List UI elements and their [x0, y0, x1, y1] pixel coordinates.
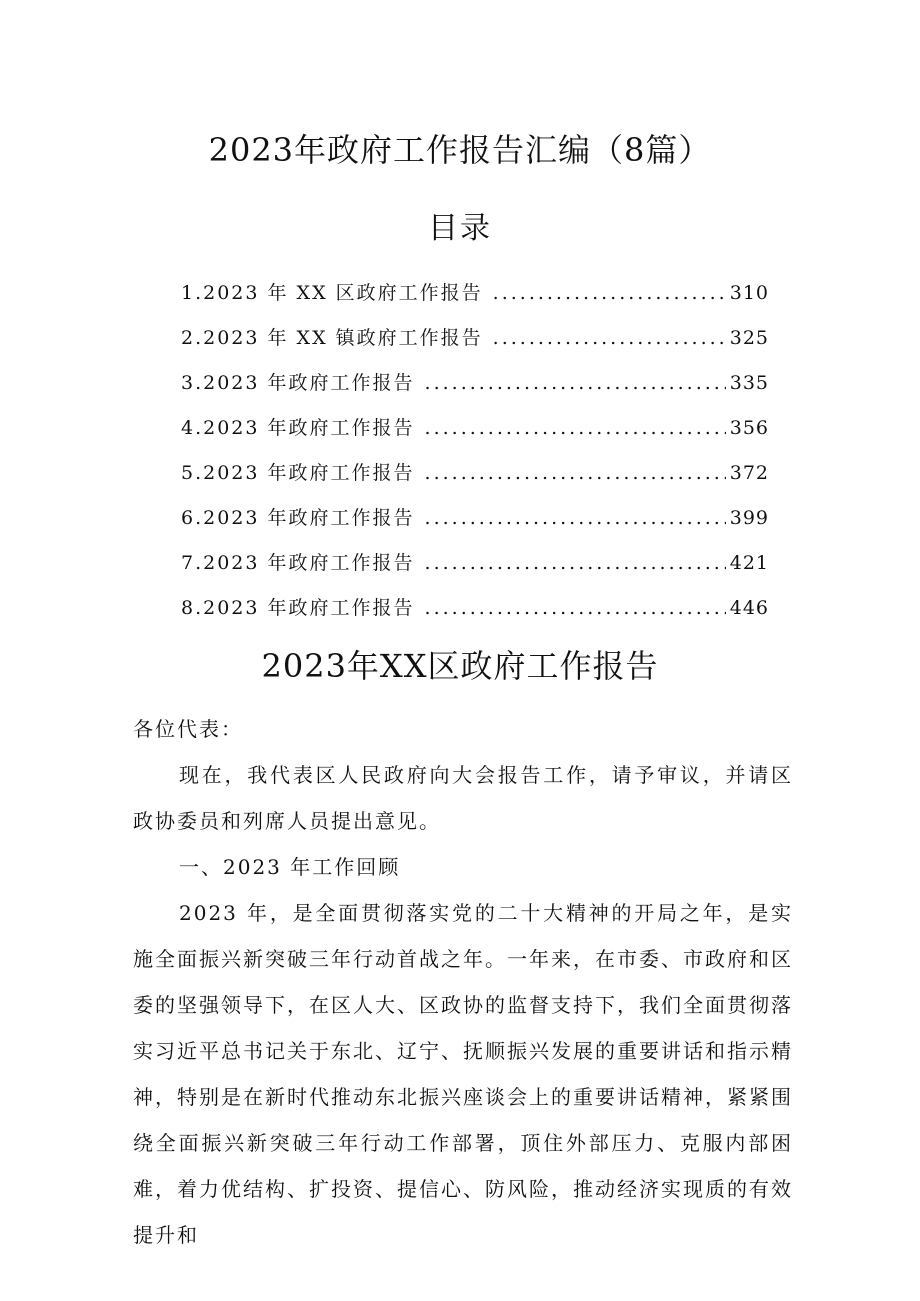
body-paragraph: 现在，我代表区人民政府向大会报告工作，请予审议，并请区政协委员和列席人员提出意见。: [133, 763, 793, 833]
salutation: 各位代表：: [133, 717, 243, 741]
table-of-contents: [181, 278, 769, 638]
toc-page-number: 325: [729, 327, 769, 349]
report-body: [133, 706, 793, 1258]
toc-entry-label: 7.2023 年政府工作报告: [181, 552, 415, 574]
toc-page-number: 446: [729, 597, 769, 619]
toc-entry[interactable]: [181, 368, 769, 413]
toc-entry-label: 1.2023 年 XX 区政府工作报告: [181, 282, 483, 304]
toc-page-number: 421: [729, 552, 769, 574]
toc-leader-dots: [493, 323, 726, 353]
toc-leader-dots: [425, 413, 726, 443]
document-title: 2023年政府工作报告汇编（8篇）: [208, 131, 712, 169]
toc-entry[interactable]: [181, 593, 769, 638]
toc-leader-dots: [425, 503, 726, 533]
toc-entry[interactable]: [181, 548, 769, 593]
section-heading: 一、2023 年工作回顾: [179, 855, 401, 879]
toc-entry-label: 5.2023 年政府工作报告: [181, 462, 415, 484]
toc-entry-label: 3.2023 年政府工作报告: [181, 372, 415, 394]
body-paragraph: 2023 年，是全面贯彻落实党的二十大精神的开局之年，是实施全面振兴新突破三年行动首战之年。一年来，在市委、市政府和区委的坚强领导下，在区人大、区政协的监督支持下，我们全面贯彻落实习近平总书记关于东北、辽宁、抚顺振兴发展的重要讲话和指示精神，特别是在新时代推动东北振兴座谈会上的重要讲话精神，紧紧围绕全面振兴新突破三年行动工作部署，顶住外部压力、克服内部困难，着力优结构、扩投资、提信心、防风险，推动经济实现质的有效提升和: [133, 901, 793, 1247]
toc-page-number: 356: [729, 417, 769, 439]
toc-entry[interactable]: [181, 278, 769, 323]
toc-leader-dots: [425, 548, 726, 578]
toc-leader-dots: [493, 278, 726, 308]
toc-page-number: 310: [729, 282, 769, 304]
toc-entry-label: 8.2023 年政府工作报告: [181, 597, 415, 619]
toc-leader-dots: [425, 368, 726, 398]
toc-entry[interactable]: [181, 503, 769, 548]
toc-entry[interactable]: [181, 413, 769, 458]
toc-heading: 目录: [428, 211, 492, 246]
toc-entry[interactable]: [181, 458, 769, 503]
toc-page-number: 335: [729, 372, 769, 394]
toc-entry-label: 4.2023 年政府工作报告: [181, 417, 415, 439]
toc-leader-dots: [425, 458, 726, 488]
toc-entry-label: 6.2023 年政府工作报告: [181, 507, 415, 529]
section-title: 2023年XX区政府工作报告: [261, 647, 659, 685]
toc-entry-label: 2.2023 年 XX 镇政府工作报告: [181, 327, 483, 349]
toc-leader-dots: [425, 593, 726, 623]
toc-page-number: 372: [729, 462, 769, 484]
toc-page-number: 399: [729, 507, 769, 529]
toc-entry[interactable]: [181, 323, 769, 368]
